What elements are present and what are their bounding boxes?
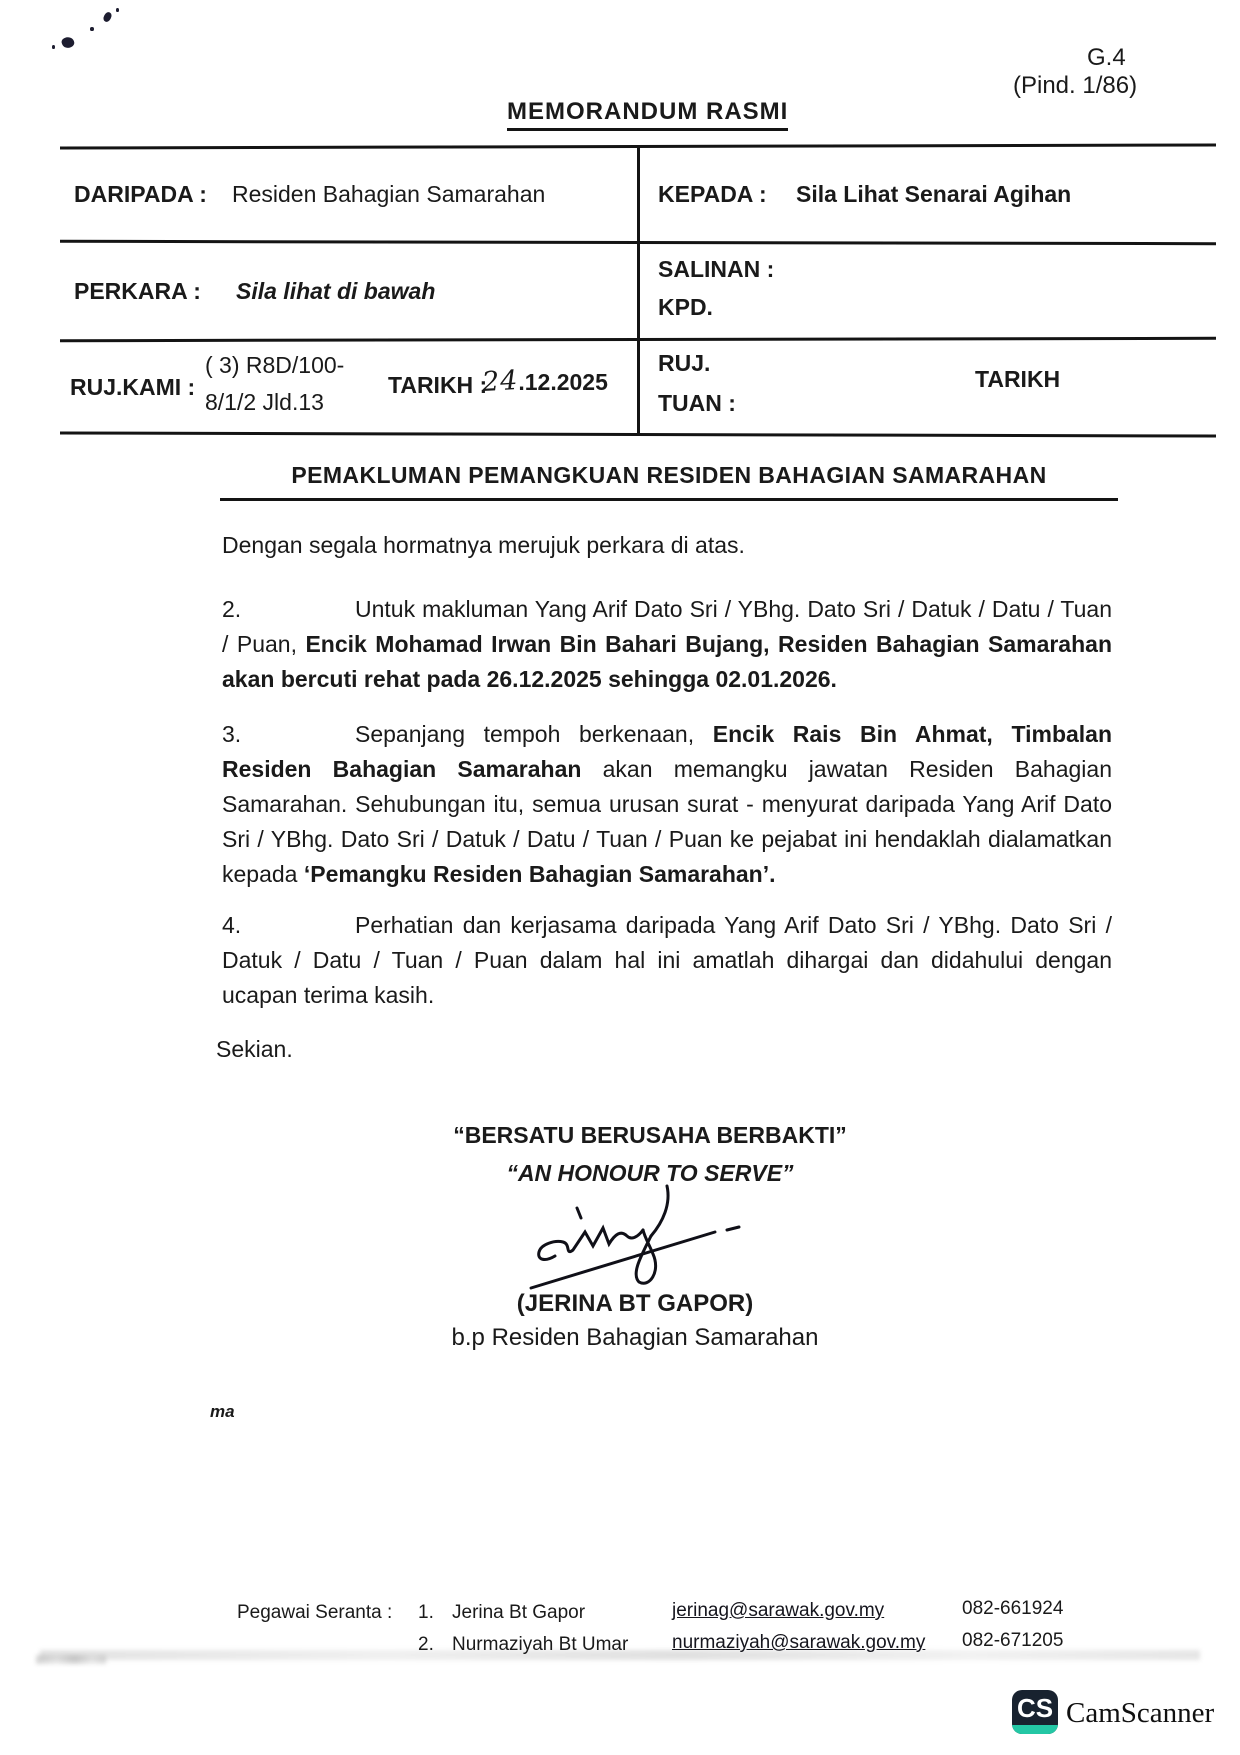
paragraph-2-text: Untuk makluman Yang Arif Dato Sri / YBhg. Dato Sri / Datuk / Datu / Tuan / Puan, Encik Mohamad Irwan Bin Bahari Bujang, Residen Bahagian Samarahan akan bercuti rehat pada 26.12.2025 sehingga 02.01.2026. <box>222 596 1112 692</box>
kepada-label: KEPADA : <box>658 181 767 207</box>
signatory-name: (JERINA BT GAPOR) <box>516 1290 754 1317</box>
paragraph-4-number: 4. <box>222 912 242 938</box>
subject-heading-wrap <box>220 462 1118 501</box>
camscanner-brand: CamScanner <box>1066 1697 1215 1729</box>
ruj-kami-label: RUJ.KAMI : <box>70 374 196 400</box>
form-revision: (Pind. 1/86) <box>1013 72 1138 99</box>
contact-2-phone: 082-671205 <box>962 1630 1064 1651</box>
kepada-value: Sila Lihat Senarai Agihan <box>796 181 1072 207</box>
contact-1-email-link[interactable]: jerinag@sarawak.gov.my <box>672 1600 885 1621</box>
ruj-kami-ref-line2: 8/1/2 Jld.13 <box>205 389 324 415</box>
contact-2-index: 2. <box>418 1634 434 1655</box>
paragraph-3-number: 3. <box>222 721 242 747</box>
signatory-name-wrap <box>395 1290 875 1318</box>
perkara-label: PERKARA : <box>74 278 201 304</box>
ink-mark <box>90 27 94 31</box>
signatory-behalf-wrap <box>395 1324 875 1352</box>
tarikh-right-label: TARIKH <box>975 366 1061 392</box>
paragraph-2-number: 2. <box>222 596 242 622</box>
scan-smudge-left <box>36 1655 106 1664</box>
camscanner-icon-strip <box>1012 1725 1058 1734</box>
memo-title: MEMORANDUM RASMI <box>507 98 788 131</box>
ruj-tuan-line1: RUJ. <box>658 350 711 376</box>
form-code: G.4 <box>1087 44 1126 71</box>
contact-2-email-link[interactable]: nurmaziyah@sarawak.gov.my <box>672 1632 926 1653</box>
paragraph-3 <box>222 717 1112 892</box>
tarikh-day-handwritten: 24 <box>481 365 520 398</box>
kpd-label: KPD. <box>658 294 713 320</box>
memo-title-wrap <box>507 98 788 126</box>
motto-line-2: “AN HONOUR TO SERVE” <box>506 1160 794 1186</box>
daripada-value: Residen Bahagian Samarahan <box>232 181 546 207</box>
paragraph-2 <box>222 592 1112 697</box>
salinan-label: SALINAN : <box>658 256 775 282</box>
signature-scribble <box>515 1178 775 1306</box>
paragraph-4 <box>222 908 1112 1013</box>
camscanner-icon-text: CS <box>1016 1693 1054 1723</box>
ink-mark <box>60 35 75 50</box>
ink-mark <box>116 8 119 12</box>
opening-paragraph: Dengan segala hormatnya merujuk perkara di atas. <box>222 532 745 558</box>
paragraph-3-text: Sepanjang tempoh berkenaan, Encik Rais Bin Ahmat, Timbalan Residen Bahagian Samarahan akan memangku jawatan Residen Bahagian Samarahan. Sehubungan itu, semua urusan surat - menyurat daripada Yang Arif Dato Sri / YBhg. Dato Sri / Datuk / Datu / Tuan / Puan ke pejabat ini hendaklah dialamatkan kepada ‘Pemangku Residen Bahagian Samarahan’. <box>222 721 1113 887</box>
tarikh-label: TARIKH : <box>388 372 488 398</box>
signatory-behalf: b.p Residen Bahagian Samarahan <box>451 1324 819 1351</box>
subject-heading: PEMAKLUMAN PEMANGKUAN RESIDEN BAHAGIAN SAMARAHAN <box>291 462 1047 488</box>
pegawai-seranta-label: Pegawai Seranta : <box>237 1602 393 1623</box>
contact-1-name: Jerina Bt Gapor <box>452 1602 586 1623</box>
ink-mark <box>52 45 55 49</box>
paragraph-4-text: Perhatian dan kerjasama daripada Yang Arif Dato Sri / YBhg. Dato Sri / Datuk / Datu / Tuan / Puan dalam hal ini amatlah dihargai dan didahului dengan ucapan terima kasih. <box>222 912 1112 1008</box>
contact-2-name: Nurmaziyah Bt Umar <box>452 1634 629 1655</box>
ruj-kami-ref-line1: ( 3) R8D/100- <box>205 352 345 378</box>
table-rule-vertical <box>637 146 640 436</box>
typist-initials: ma <box>210 1402 235 1421</box>
camscanner-icon <box>1012 1690 1058 1734</box>
contact-1-phone: 082-661924 <box>962 1598 1064 1619</box>
daripada-label: DARIPADA : <box>74 181 207 207</box>
contact-1-index: 1. <box>418 1602 434 1623</box>
tarikh-value <box>482 366 608 397</box>
closing-word: Sekian. <box>216 1036 293 1062</box>
ruj-tuan-line2: TUAN : <box>658 390 736 416</box>
ink-mark <box>102 11 113 23</box>
tarikh-typed-part: .12.2025 <box>518 369 608 395</box>
perkara-value: Sila lihat di bawah <box>236 278 436 304</box>
motto-line-1: “BERSATU BERUSAHA BERBAKTI” <box>453 1122 847 1148</box>
